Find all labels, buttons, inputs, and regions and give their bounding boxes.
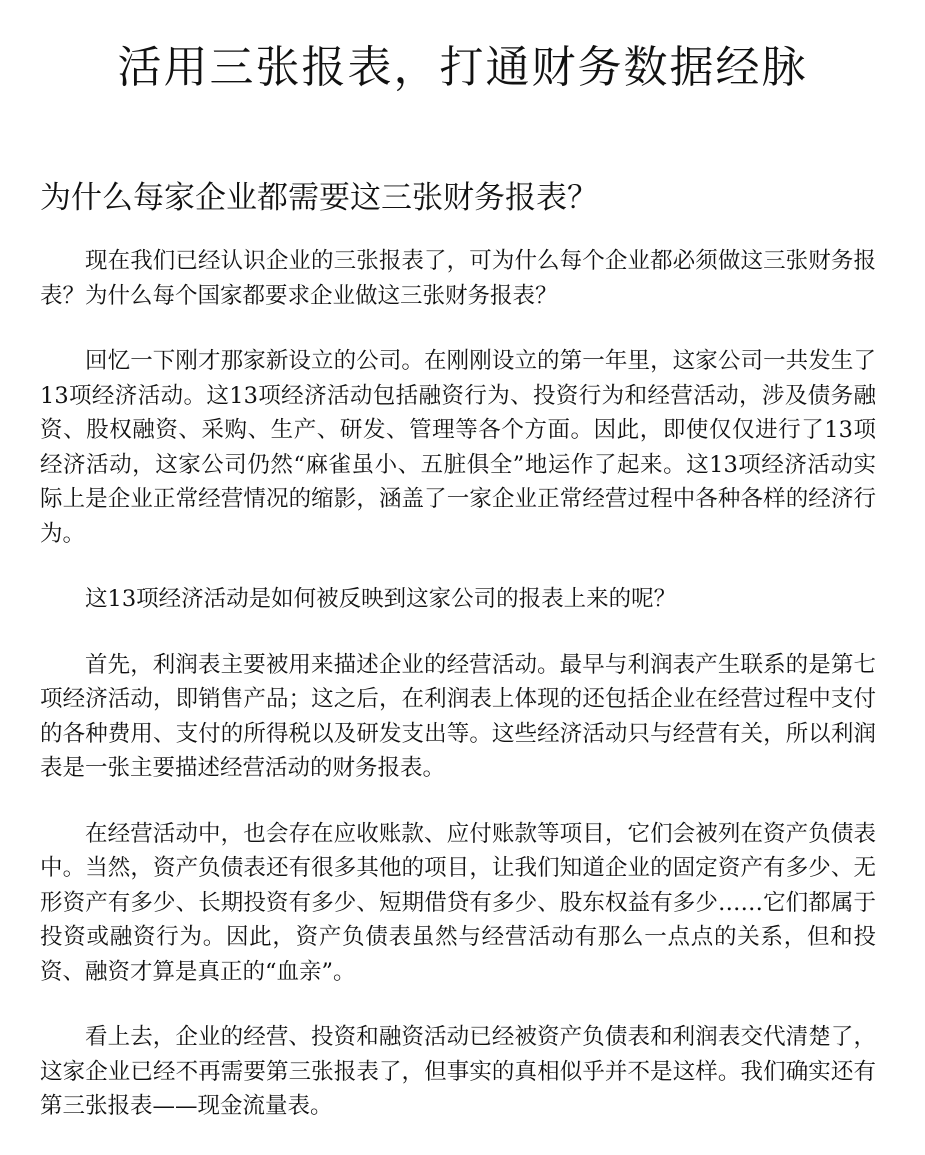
document-title: 活用三张报表，打通财务数据经脉 [117, 42, 808, 93]
body-text [40, 244, 876, 1155]
paragraph: 在经营活动中，也会存在应收账款、应付账款等项目，它们会被列在资产负债表中。当然，资产负债表还有很多其他的项目，让我们知道企业的固定资产有多少、无形资产有多少、长期投资有多少、短期借贷有多少、股东权益有多少……它们都属于投资或融资行为。因此，资产负债表虽然与经营活动有那么一点点的关系，但和投资、融资才算是真正的“血亲”。 [40, 820, 876, 985]
paragraph: 回忆一下刚才那家新设立的公司。在刚刚设立的第一年里，这家公司一共发生了13项经济活动。这13项经济活动包括融资行为、投资行为和经营活动，涉及债务融资、股权融资、采购、生产、研发、管理等各个方面。因此，即使仅仅进行了13项经济活动，这家公司仍然“麻雀虽小、五脏俱全”地运作了起来。这13项经济活动实际上是企业正常经营情况的缩影，涵盖了一家企业正常经营过程中各种各样的经济行为。 [40, 348, 876, 547]
paragraph: 看上去，企业的经营、投资和融资活动已经被资产负债表和利润表交代清楚了，这家企业已经不再需要第三张报表了，但事实的真相似乎并不是这样。我们确实还有第三张报表——现金流量表。 [40, 1024, 876, 1119]
section-heading: 为什么每家企业都需要这三张财务报表？ [40, 180, 598, 216]
paragraph: 现在我们已经认识企业的三张报表了，可为什么每个企业都必须做这三张财务报表？为什么每个国家都要求企业做这三张财务报表？ [40, 248, 876, 309]
paragraph: 这13项经济活动是如何被反映到这家公司的报表上来的呢？ [85, 586, 677, 612]
paragraph: 首先，利润表主要被用来描述企业的经营活动。最早与利润表产生联系的是第七项经济活动，即销售产品；这之后，在利润表上体现的还包括企业在经营过程中支付的各种费用、支付的所得税以及研发支出等。这些经济活动只与经营有关，所以利润表是一张主要描述经营活动的财务报表。 [40, 651, 876, 781]
